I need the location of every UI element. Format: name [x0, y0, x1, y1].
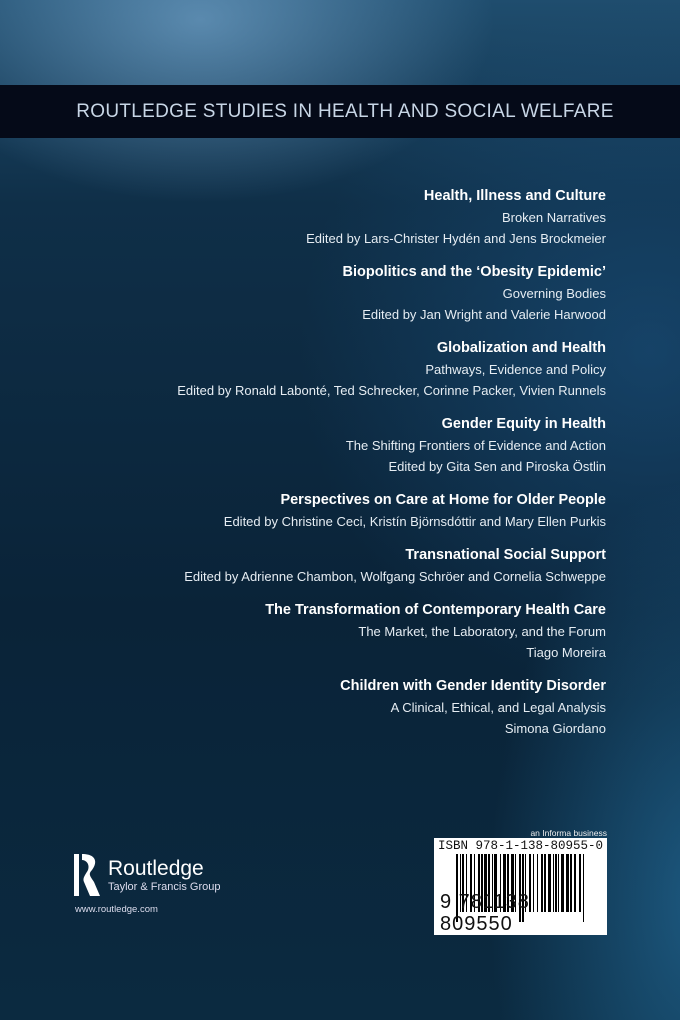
book-title: Transnational Social Support: [405, 547, 606, 563]
book-editors: Edited by Ronald Labonté, Ted Schrecker, Corinne Packer, Vivien Runnels: [177, 383, 606, 398]
book-subtitle: Pathways, Evidence and Policy: [425, 362, 606, 377]
routledge-head-icon: [74, 852, 100, 898]
book-title: Health, Illness and Culture: [423, 188, 606, 204]
series-banner: [0, 85, 680, 138]
book-subtitle: The Shifting Frontiers of Evidence and Action: [345, 438, 606, 453]
book-entry: [46, 545, 606, 587]
book-title: Perspectives on Care at Home for Older People: [280, 492, 606, 508]
barcode-number: 9 781138 809550: [440, 891, 530, 935]
publisher-group: Taylor & Francis Group: [108, 881, 221, 893]
book-entry: [46, 262, 606, 325]
book-editors: Edited by Lars-Christer Hydén and Jens Brockmeier: [306, 231, 606, 246]
publisher-url[interactable]: www.routledge.com: [75, 904, 158, 915]
publisher-name: Routledge: [108, 857, 204, 880]
book-editors: Edited by Christine Ceci, Kristín Björnsdóttir and Mary Ellen Purkis: [223, 514, 606, 529]
book-subtitle: The Market, the Laboratory, and the Forum: [358, 624, 606, 639]
book-title: Globalization and Health: [436, 340, 606, 356]
routledge-logo: [74, 852, 220, 898]
book-title: The Transformation of Contemporary Health Care: [265, 602, 606, 618]
book-subtitle: Governing Bodies: [502, 286, 606, 301]
book-entry: [46, 186, 606, 249]
book-editors: Edited by Adrienne Chambon, Wolfgang Schröer and Cornelia Schweppe: [184, 569, 606, 584]
book-entry: [46, 490, 606, 532]
book-title: Gender Equity in Health: [441, 416, 606, 432]
book-subtitle: A Clinical, Ethical, and Legal Analysis: [390, 700, 606, 715]
isbn-text: ISBN 978-1-138-80955-0: [437, 839, 604, 853]
book-entry: [46, 600, 606, 663]
book-editors: Edited by Jan Wright and Valerie Harwood: [362, 307, 606, 322]
book-list: [46, 186, 606, 752]
book-editors: Edited by Gita Sen and Piroska Östlin: [388, 459, 606, 474]
isbn-barcode: [434, 838, 607, 935]
book-entry: [46, 338, 606, 401]
book-entry: [46, 676, 606, 739]
book-subtitle: Broken Narratives: [501, 210, 606, 225]
series-title: ROUTLEDGE STUDIES IN HEALTH AND SOCIAL WELFARE: [76, 100, 614, 122]
book-title: Biopolitics and the ‘Obesity Epidemic’: [342, 264, 606, 280]
book-editors: Tiago Moreira: [526, 645, 606, 660]
informa-tagline: an Informa business: [530, 828, 607, 838]
book-editors: Simona Giordano: [504, 721, 606, 736]
book-title: Children with Gender Identity Disorder: [340, 678, 606, 694]
book-entry: [46, 414, 606, 477]
